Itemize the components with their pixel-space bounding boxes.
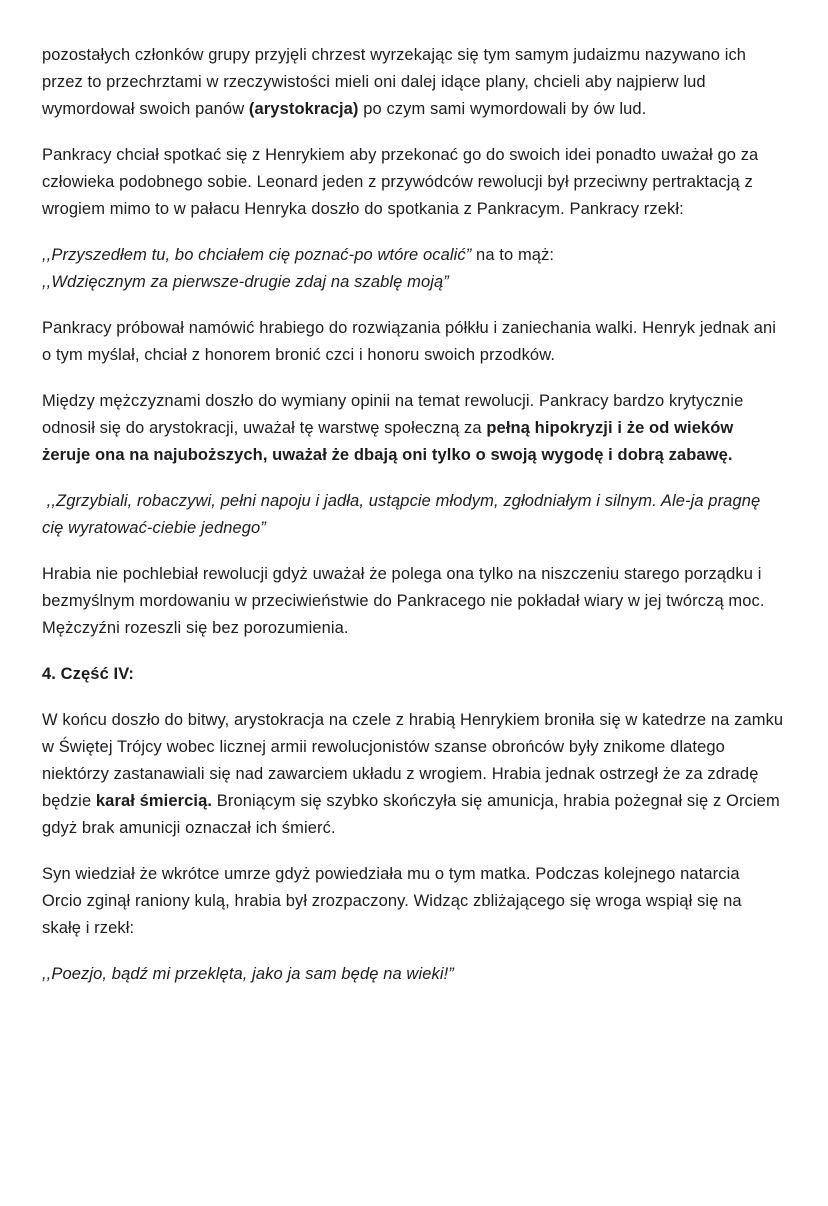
paragraph [42, 561, 784, 642]
bold-text-run: pełną hipokryzji i że od wieków żeruje ona na najuboższych, uważał że dbają oni tylko o swoją wygodę i dobrą zabawę. [42, 419, 734, 464]
paragraph [42, 388, 784, 469]
text-run: Syn wiedział że wkrótce umrze gdyż powiedziała mu o tym matka. Podczas kolejnego natarcia Orcio zginął raniony kulą, hrabia był zrozpaczony. Widząc zbliżającego się wroga wspiął się na skałę i rzekł: [42, 865, 742, 937]
italic-text-run: ,,Wdzięcznym za pierwsze-drugie zdaj na szablę moją” [42, 273, 449, 291]
italic-text-run: ,,Przyszedłem tu, bo chciałem cię poznać-po wtóre ocalić” [42, 246, 472, 264]
text-run: Pankracy chciał spotkać się z Henrykiem aby przekonać go do swoich idei ponadto uważał go za człowieka podobnego sobie. Leonard jeden z przywódców rewolucji był przeciwny pertraktacją z wrogiem mimo to w pałacu Henryka doszło do spotkania z Pankracym. Pankracy rzekł: [42, 146, 759, 218]
text-run: Między mężczyznami doszło do wymiany opinii na temat rewolucji. Pankracy bardzo krytycznie odnosił się do arystokracji, uważał tę warstwę społeczną za [42, 392, 744, 437]
text-run: na to mąż: [471, 246, 555, 264]
paragraph [42, 315, 784, 369]
text-run: Broniącym się szybko skończyła się amunicja, hrabia pożegnał się z Orciem gdyż brak amunicji oznaczał ich śmierć. [42, 792, 780, 837]
bold-text-run: (arystokracja) [248, 100, 359, 118]
text-run: po czym sami wymordowali by ów lud. [358, 100, 647, 118]
paragraph [42, 142, 784, 223]
quote-paragraph [42, 488, 784, 542]
quote-paragraph [42, 961, 784, 988]
section-heading [42, 661, 784, 688]
italic-text-run: ,,Zgrzybiali, robaczywi, pełni napoju i jadła, ustąpcie młodym, zgłodniałym i silnym. Ale-ja pragnę cię wyratować-ciebie jednego” [42, 492, 761, 537]
paragraph [42, 861, 784, 942]
text-run: W końcu doszło do bitwy, arystokracja na czele z hrabią Henrykiem broniła się w katedrze na zamku w Świętej Trójcy wobec licznej armii rewolucjonistów szanse obrońców były znikome dlatego niektórzy zastanawiali się nad zawarciem układu z wrogiem. Hrabia jednak ostrzegł że za zdradę będzie [42, 711, 784, 810]
bold-text-run: 4. Część IV: [42, 665, 134, 683]
paragraph [42, 42, 784, 123]
text-run: Hrabia nie pochlebiał rewolucji gdyż uważał że polega ona tylko na niszczeniu starego porządku i bezmyślnym mordowaniu w przeciwieństwie do Pankracego nie pokładał wiary w jej twórczą moc. Mężczyźni rozeszli się bez porozumienia. [42, 565, 765, 637]
quote-paragraph [42, 242, 784, 296]
paragraph [42, 707, 784, 842]
bold-text-run: karał śmiercią. [95, 792, 213, 810]
italic-text-run: ,,Poezjo, bądź mi przeklęta, jako ja sam będę na wieki!” [42, 965, 454, 983]
text-run: pozostałych członków grupy przyjęli chrzest wyrzekając się tym samym judaizmu nazywano ich przez to przechrztami w rzeczywistości mieli oni dalej idące plany, chcieli aby najpierw lud wymordował swoich panów [42, 46, 747, 118]
text-run: Pankracy próbował namówić hrabiego do rozwiązania półkłu i zaniechania walki. Henryk jednak ani o tym myślał, chciał z honorem bronić czci i honoru swoich przodków. [42, 319, 777, 364]
